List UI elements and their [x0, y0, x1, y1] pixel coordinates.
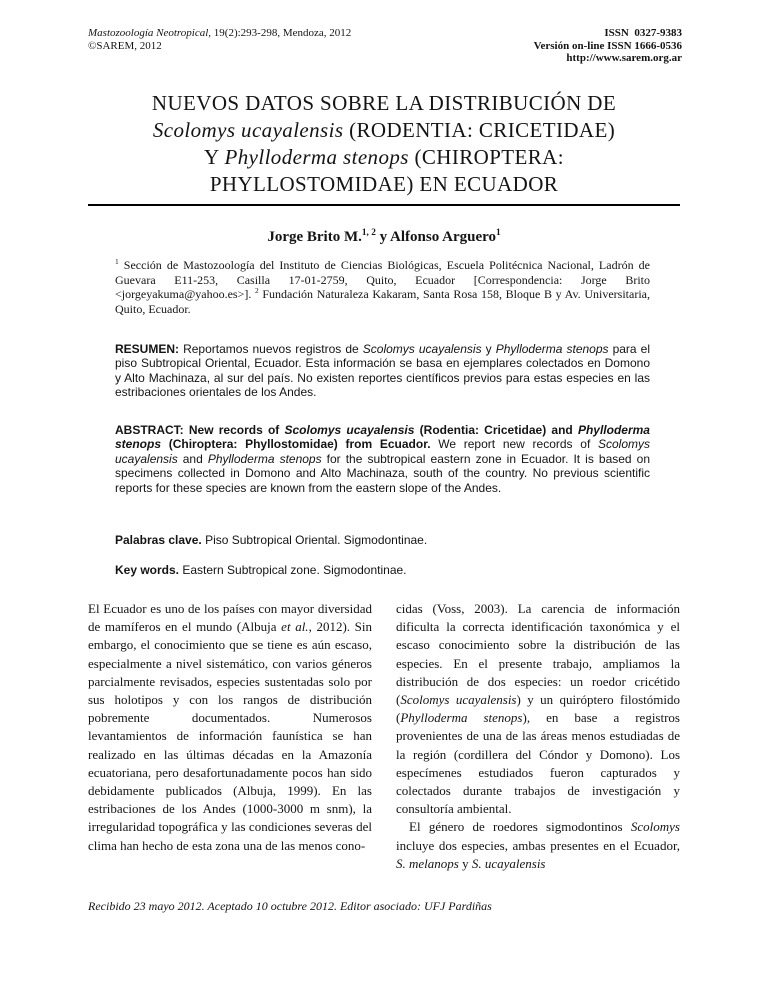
palabras-clave-line: Palabras clave. Piso Subtropical Oriental. Sigmodontinae. [115, 533, 428, 547]
journal-citation: Mastozoología Neotropical, 19(2):293-298, Mendoza, 2012 [88, 27, 352, 39]
body-paragraph-1-continued: cidas (Voss, 2003). La carencia de información dificulta la correcta identificación taxonómica y el escaso conocimiento sobre la distribución de las especies. En el presente trabajo, ampliamos la distribución de dos especies: un roedor cricétido (Scolomys ucayalensis) y un quiróptero filostómido (Phylloderma stenops), en base a registros provenientes de una de las áreas menos estudiadas de la región (cordillera del Cóndor y Domono). Los especímenes estudiados fueron capturados y colectados durante trabajos de investigación y consultoría ambiental. [396, 601, 680, 817]
title-divider [88, 204, 680, 206]
issn-online: Versión on-line ISSN 1666-0536 [533, 39, 682, 52]
copyright-line: ©SAREM, 2012 [88, 40, 162, 52]
body-column-left [88, 600, 372, 873]
body-paragraph-2: El género de roedores sigmodontinos Scolomys incluye dos especies, ambas presentes en el Ecuador, S. melanops y S. ucayalensis [396, 819, 680, 871]
body-paragraph-1: El Ecuador es uno de los países con mayor diversidad de mamíferos en el mundo (Albuja et al., 2012). Sin embargo, el conocimiento que se tiene es aún escaso, especialmente a nivel sistemático, con varios géneros parcialmente revisados, especies sustentadas solo por sus holotipos y con los rangos de distribución pobremente documentados. Numerosos levantamientos de información faunística se han realizado en las últimas décadas en la Amazonía ecuatoriana, pero desafortunadamente pocos han sido debidamente publicados (Albuja, 1999). En las estribaciones de los Andes (1000-3000 m snm), la irregularidad topográfica y las condiciones severas del clima han hecho de esta zona una de las menos cono- [88, 601, 373, 853]
key-words-line: Key words. Eastern Subtropical zone. Sigmodontinae. [115, 563, 407, 577]
body-column-right [396, 600, 680, 873]
body-text [88, 600, 680, 873]
journal-url: http://www.sarem.org.ar [566, 52, 682, 64]
journal-header-left [88, 27, 351, 65]
resumen-paragraph: RESUMEN: Reportamos nuevos registros de Scolomys ucayalensis y Phylloderma stenops para el piso Subtropical Oriental, Ecuador. Esta información se basa en ejemplares colectados en Domono y Alto Machinaza, al sur del país. No existen reportes científicos previos para estas especies en las estribaciones orientales de los Andes. [115, 342, 651, 400]
article-title: NUEVOS DATOS SOBRE LA DISTRIBUCIÓN DE Scolomys ucayalensis (RODENTIA: CRICETIDAE) Y Phylloderma stenops (CHIROPTERA: PHYLLOSTOMIDAE) EN ECUADOR [151, 91, 617, 196]
affiliations-text: $^1$ Sección de Mastozoología del Instituto de Ciencias Biológicas, Escuela Politécnica Nacional, Ladrón de Guevara E11-253, Casilla 17-01-2759, Quito, Ecuador [Correspondencia: Jorge Brito <jorgeyakuma@yahoo.es>]. $^2$ Fundación Naturaleza Kakaram, Santa Rosa 158, Bloque B y Av. Universitaria, Quito, Ecuador. [115, 257, 650, 316]
received-accepted-line: Recibido 23 mayo 2012. Aceptado 10 octubre 2012. Editor asociado: UFJ Pardiñas [88, 899, 492, 913]
abstract-paragraph: ABSTRACT: New records of Scolomys ucayalensis (Rodentia: Cricetidae) and Phylloderma stenops (Chiroptera: Phyllostomidae) from Ecuador. We report new records of Scolomys ucayalensis and Phylloderma stenops for the subtropical eastern zone in Ecuador. It is based on specimens collected in Domono and Alto Machinaza, south of the country. No previous scientific reports for these species are known from the eastern slope of the Andes. [115, 423, 650, 495]
journal-header [88, 27, 682, 65]
journal-header-right [534, 27, 682, 65]
issn-print: ISSN 0327-9383 [604, 27, 682, 39]
authors-line: Jorge Brito M.$^{1, 2}$ y Alfonso Arguero$^1$ [267, 228, 501, 245]
